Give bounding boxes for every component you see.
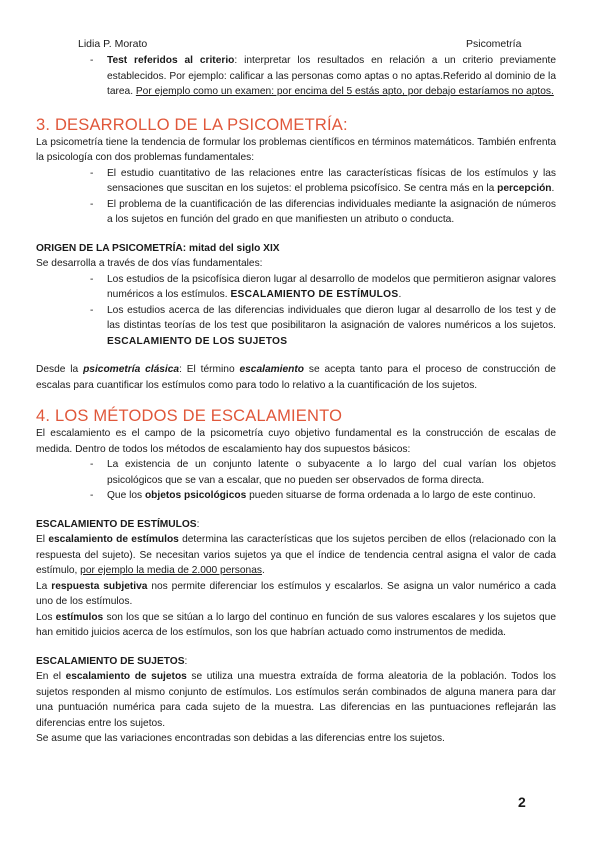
estimulos-paragraph-2: La respuesta subjetiva nos permite diferenciar los estímulos y escalarlos. Se asigna un valor numérico a cada uno de los estímulos. <box>36 580 556 607</box>
page-number: 2 <box>518 794 526 810</box>
list-item: - Test referidos al criterio: interpretar los resultados en relación a un criterio previamente establecidos. Por ejemplo: calificar a las personas como aptas o no aptas.Referido al dominio de la tarea. Por ejemplo como un examen: por encima del 5 estás apto, por debajo estaríamos no aptos. <box>90 55 556 97</box>
estimulos-paragraph-1: El escalamiento de estímulos determina las características que los sujetos perciben de ellos (relacionado con la respuesta del sujeto). Se necesitan varios sujetos ya que el índice de tendencia central asigna el valor de cada estímulo, por ejemplo la media de 2.000 personas. <box>36 534 556 576</box>
origin-intro: Se desarrolla a través de dos vías fundamentales: <box>36 258 263 269</box>
list-item: - Los estudios acerca de las diferencias individuales que dieron lugar al desarrollo de los test y de las distintas teorías de los test que posibilitaron la asignación de valores numéricos a los sujetos. ESCALAMIENTO DE LOS SUJETOS <box>90 304 556 347</box>
page-content <box>36 53 556 747</box>
sujetos-heading: ESCALAMIENTO DE SUJETOS: <box>36 655 188 667</box>
section-3-title: 3. DESARROLLO DE LA PSICOMETRÍA: <box>36 115 348 134</box>
list-item: - Que los objetos psicológicos pueden situarse de forma ordenada a lo largo de este continuo. <box>90 490 536 501</box>
top-bullet-list <box>36 53 556 100</box>
origin-heading: ORIGEN DE LA PSICOMETRÍA: mitad del siglo XIX <box>36 242 280 254</box>
list-item: - La existencia de un conjunto latente o subyacente a lo largo del cual varían los objetos psicológicos que se van a escalar, que no pueden ser observados de forma directa. <box>90 459 556 486</box>
sujetos-paragraph-1: En el escalamiento de sujetos se utiliza una muestra extraída de forma aleatoria de la población. Todos los sujetos responden al mismo conjunto de estímulos. Los estímulos serán combinados de alguna manera para dar una puntuación numérica para cada sujeto de la muestra. Las diferencias en las puntuaciones reflejarán las diferencias entre los sujetos. <box>36 671 556 729</box>
origin-bullets <box>36 272 556 350</box>
list-item: - El problema de la cuantificación de las diferencias individuales mediante la asignación de números a los sujetos en función del grado en que manifiesten un atributo o conducta. <box>90 198 556 225</box>
section-3-bullets <box>36 166 556 228</box>
list-item: - El estudio cuantitativo de las relaciones entre las características físicas de los estímulos y las sensaciones que suscitan en los sujetos: el problema psicofísico. Se centra más en la percepción. <box>90 167 556 194</box>
header-subject: Psicometría <box>466 38 522 50</box>
section-4-bullets <box>36 457 556 504</box>
sujetos-paragraph-2: Se asume que las variaciones encontradas son debidas a las diferencias entre los sujetos. <box>36 733 445 744</box>
section-4-intro: El escalamiento es el campo de la psicometría cuyo objetivo fundamental es la construcción de escalas de medida. Dentro de todos los métodos de escalamiento hay dos supuestos básicos: <box>36 428 556 455</box>
list-item: - Los estudios de la psicofísica dieron lugar al desarrollo de modelos que permitieron asignar valores numéricos a los estímulos. ESCALAMIENTO DE ESTÍMULOS. <box>90 273 556 300</box>
estimulos-heading: ESCALAMIENTO DE ESTÍMULOS: <box>36 518 200 530</box>
section-3-intro: La psicometría tiene la tendencia de formular los problemas científicos en términos matemáticos. También enfrenta la psicología con dos problemas fundamentales: <box>36 136 556 163</box>
section-4-title: 4. LOS MÉTODOS DE ESCALAMIENTO <box>36 407 343 425</box>
header-author: Lidia P. Morato <box>78 38 148 50</box>
section-3-closing: Desde la psicometría clásica: El término escalamiento se acepta tanto para el proceso de construcción de escalas para cuantificar los estímulos como para todo lo relativo a la cuantificación de los sujetos. <box>36 364 556 391</box>
estimulos-paragraph-3: Los estímulos son los que se sitúan a lo largo del continuo en función de sus valores escalares y los sujetos que han emitido juicios acerca de los estímulos, son los que habrían actuado como instrumentos de medida. <box>36 611 556 638</box>
